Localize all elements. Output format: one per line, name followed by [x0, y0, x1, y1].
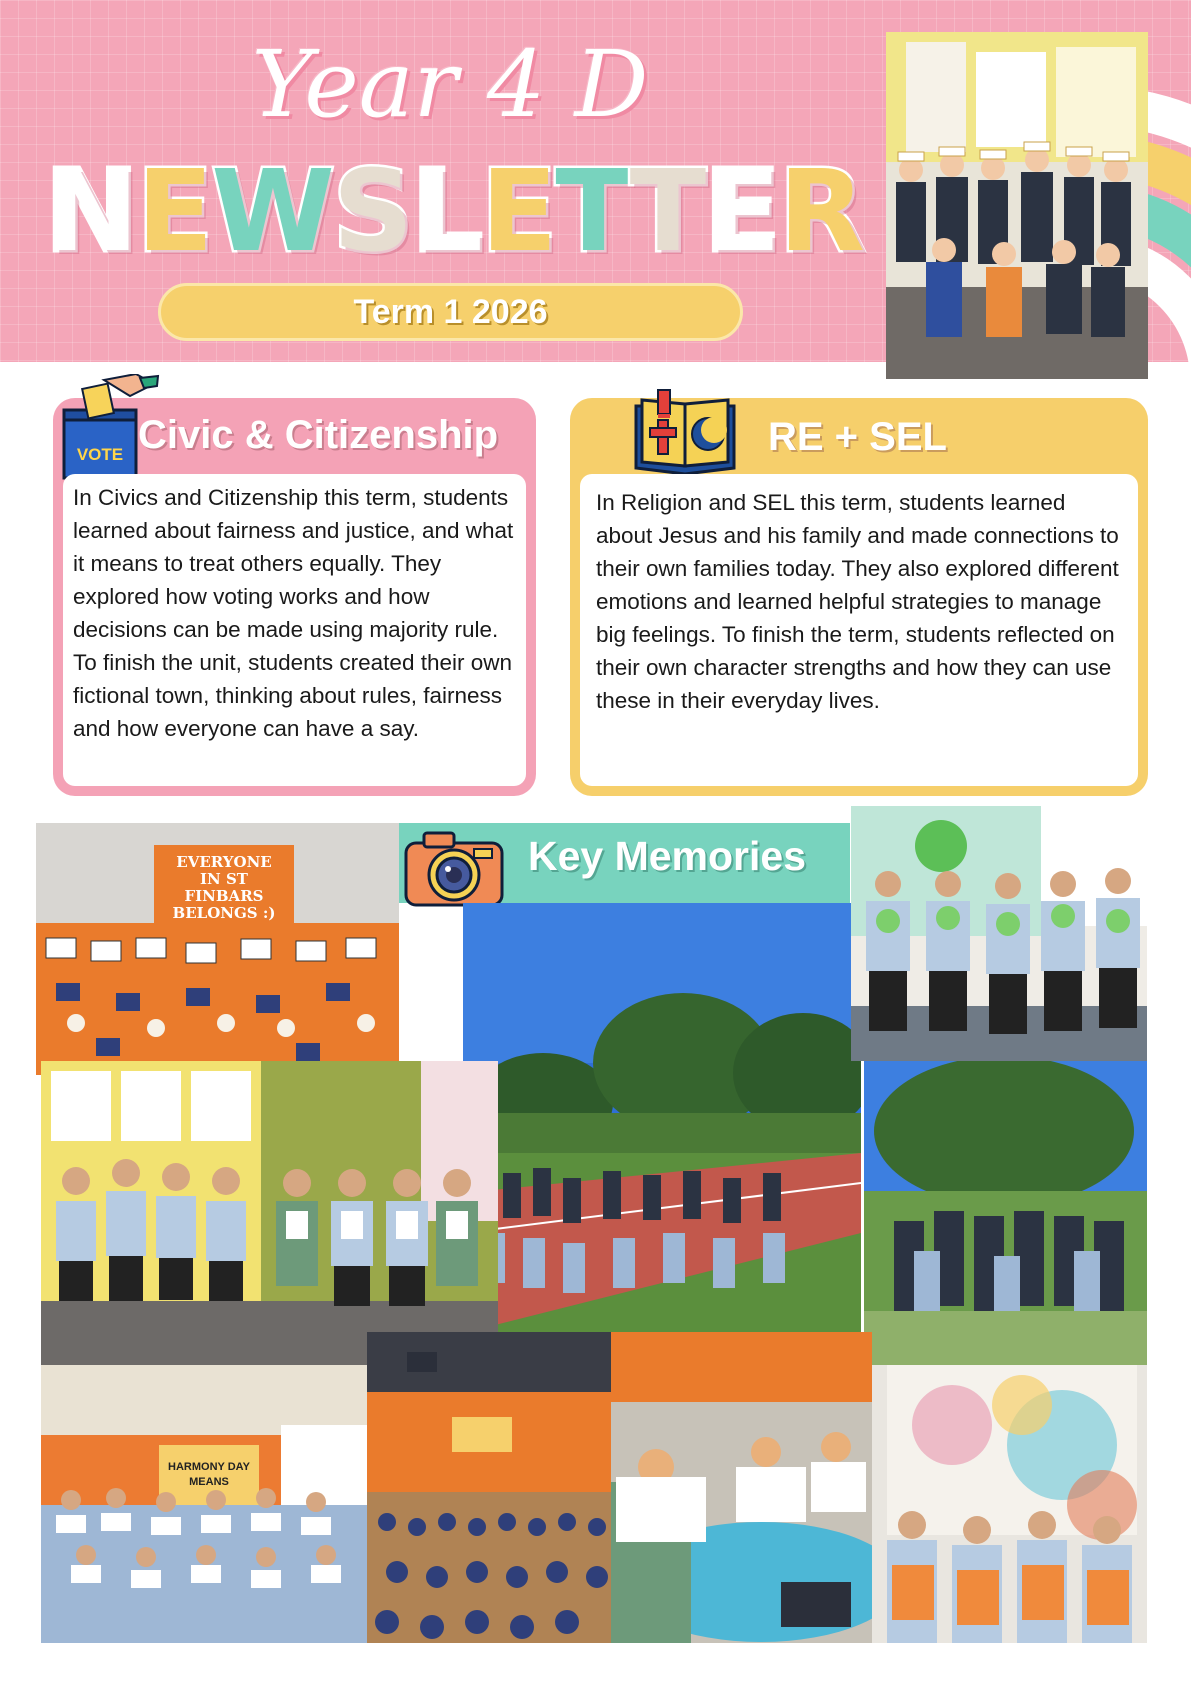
re-sel-body: In Religion and SEL this term, students learned about Jesus and his family and made connections to their own families today. They also explored different emotions and learned helpful strategies to manage big feelings. To finish the term, students reflected on their own character strengths and how they can use these in their everyday lives. [580, 474, 1138, 786]
title-newsletter [45, 147, 865, 277]
civics-card [53, 398, 536, 796]
photo-classroom-drawings [611, 1332, 872, 1643]
bible-book-icon [632, 386, 738, 476]
re-sel-card [570, 398, 1148, 796]
svg-text:MEANS: MEANS [189, 1476, 229, 1488]
title-letter: R [778, 147, 863, 277]
key-memories-banner [398, 823, 850, 903]
svg-text:FINBARS: FINBARS [184, 887, 264, 905]
photo-harmony-day [41, 1365, 367, 1643]
title-letter: L [411, 147, 481, 277]
class-photo [886, 32, 1148, 379]
title-letter: E [704, 147, 779, 277]
civics-title: Civic & Citizenship [138, 413, 499, 457]
photo-crowns-group [41, 1061, 261, 1365]
title-letter: T [629, 147, 705, 277]
title-letter: E [480, 147, 556, 277]
title-letter: T [555, 147, 630, 277]
photo-book-kids [261, 1061, 498, 1365]
svg-text:VOTE: VOTE [76, 445, 124, 464]
photo-shamrock-kids [851, 806, 1147, 1061]
photo-belonging-wall [36, 823, 399, 1075]
term-badge: Term 1 2026 [158, 283, 743, 341]
svg-text:IN ST: IN ST [200, 870, 248, 888]
photo-assembly-hall [367, 1332, 611, 1643]
svg-text:BELONGS :): BELONGS :) [172, 904, 276, 922]
photo-field-huddle [864, 1061, 1147, 1371]
re-sel-title: RE + SEL [768, 415, 947, 459]
key-memories-title: Key Memories [528, 833, 807, 879]
title-letter: E [136, 147, 212, 277]
civics-body: In Civics and Citizenship this term, students learned about fairness and justice, and what it means to treat others equally. They explored how voting works and how decisions can be made using majority rule. To finish the unit, students created their own fictional town, thinking about rules, fairness and how everyone can have a say. [63, 474, 526, 786]
photo-oval-group [463, 903, 861, 1333]
camera-icon [402, 825, 506, 909]
title-letter: N [45, 147, 137, 277]
svg-text:HARMONY DAY: HARMONY DAY [168, 1461, 250, 1473]
title-letter: W [211, 147, 333, 277]
svg-text:EVERYONE: EVERYONE [176, 853, 272, 871]
title-letter: S [332, 147, 412, 277]
photo-flag-art [872, 1365, 1147, 1643]
title-year-class: Year 4 D [251, 31, 649, 138]
